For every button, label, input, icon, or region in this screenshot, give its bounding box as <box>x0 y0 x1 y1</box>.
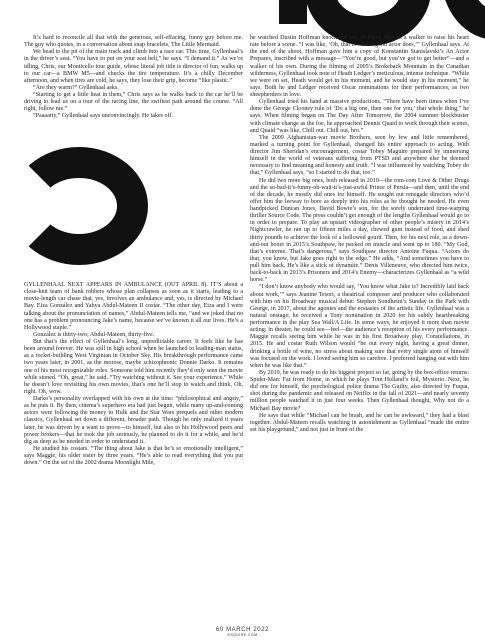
decorative-letterform-o <box>10 147 148 265</box>
section-lede-paragraph: GYLLENHAAL NEXT APPEARS IN AMBULANCE (OUT APRIL 8). IT’S about a close-knit team of bank robbers whose plan collapses as soon as it starts, leading to a movie-length car chase that, yes, involves an ambulance and, yes, is directed by Michael Bay. Eiza González and Yahya Abdul-Mateen II costar. “The other day, Eiza and I were talking about the pronunciation of names,” Abdul-Mateen tells me, “and we joked that no one has a problem pronouncing Jake’s name, because we’ve known it all our lives. He’s a Hollywood staple.” <box>24 282 243 331</box>
paragraph: He did two more big ones, both released in 2010—the rom-com Love & Other Drugs and the so-bad-it’s-funny-oh-wait-it’s-just-awful Prince of Persia—and then, until the end of the decade, he mostly did ones for himself. He sought out renegade directors who’d offer him the leeway to bore as deeply into his roles as he thought he needed. He even handpicked Duncan Jones, David Bowie’s son, for the sorely underrated time-warping thriller Source Code. The press couldn’t get enough of the lengths Gyllenhaal would go to in order to prepare. To play an upstart videographer of other people’s misery in 2014’s Nightcrawler, he ran up to fifteen miles a day, chewed gum instead of food, and shed thirty pounds to achieve the look of a hollowed gourd. Then, for his next role, as a down-and-out boxer in 2015’s Southpaw, he packed on muscle and went up to 180. “My God, that’s extreme. That’s dangerous,” says Southpaw director Antoine Fuqua. “Actors do that, you know, but Jake goes right to the edge.” He adds, “And sometimes you have to pull him back. He’s like a stick of dynamite.” Denis Villeneuve, who directed him twice, back-to-back in 2013’s Prisoners and 2014’s Enemy—characterizes Gyllenhaal as “a wild horse.” <box>250 177 469 284</box>
paragraph: The 2009 Afghanistan-war movie Brothers, seen by few and little remembered, marked a turning point for Gyllenhaal, changed his entire approach to acting. With director Jim Sheridan’s encouragement, costar Tobey Maguire prepared by immersing himself in the world of veterans suffering from PTSD and anywhere else he deemed necessary to find meaning and honesty and truth. “I was influenced by watching Tobey do that,” Gyllenhaal says, “so I started to do that, too.” <box>250 134 469 177</box>
paragraph: Gyllenhaal tried his hand at massive productions. “There have been times when I’ve done the George Clooney rule of ‘Do a big one, then one for you,’ that whole thing,” he says. When filming began on The Day After Tomorrow, the 2004 summer blockbuster with climate change as the foe, he approached Dennis Quaid to work through their scenes, and Quaid “was like, Chill out. Chill out, bro.” <box>250 99 469 134</box>
paragraph: he watched Dustin Hoffman knock out sets of tricep dips on a walker to raise his heart rate before a scene. “I was like, ‘Oh, that is what a good actor does,’” Gyllenhaal says. At the end of the shoot, Hoffman gave him a copy of Konstantin Stanislavski’s An Actor Prepares, inscribed with a message—“You’re good, but you’ve got to get better”—and a walker of his own. During the filming of 2005’s Brokeback Mountain in the Canadian wilderness, Gyllenhaal took note of Heath Ledger’s meticulous, intense technique. “While we were on set, Heath would get in his moment, and he would stay in his moment,” he says. Both he and Ledger received Oscar nominations for their performances, as two sheepherders in love. <box>250 35 469 98</box>
paragraph: “Starting to get a little heat in them,” Chris says as he walks back to the car he’ll be driving to lead us on a tour of the racing line, the swiftest path around the course. “All right, follow me.” <box>24 92 243 113</box>
paragraph: By 2019, he was ready to do his biggest project so far, going by the box-office returns: Spider-Man: Far from Home, in which he plays Tom Holland’s foil, Mysterio. Next, he did one for himself, the psychological police drama The Guilty, also directed by Fuqua, shot during the pandemic and released on Netflix in the fall of 2021—and nearly seventy million people watched it in just four weeks. Then Gyllenhaal thought, Why not do a Michael Bay movie? <box>250 369 469 412</box>
paragraph: But that’s the effect of Gyllenhaal’s long, unpredictable career. It feels like he has been around forever. He was still in high school when he launched to leading-man status, as a rocket-building West Virginian in October Sky. His breakthrough performance came two years later, in 2001, as the morose, maybe schizophrenic Donnie Darko. It remains one of his most recognizable roles. Someone told him recently they’d only seen the movie while stoned. “Oh, great,” he said. “Try watching without it. See your experience.” While he doesn’t love revisiting his own movies, that’s one he’ll stop to watch and think, Oh, right. Oh, wow. <box>24 339 243 395</box>
article-column-left-top <box>24 35 243 121</box>
paragraph: He studied his costars. “The thing about Jake is that he’s so emotionally intelligent,” says Maggie, his older sister by three years. “He’s able to read everything that you put down.” On the set of the 2002 drama Moonlight Mile, <box>24 445 243 467</box>
paragraph: González is thirty-two; Abdul-Mateen, thirty-five. <box>33 331 155 338</box>
decorative-letter-stem <box>279 0 307 24</box>
paragraph: We head to the pit of the main track and climb into a race car. This time, Gyllenhaal’s in the driver’s seat. “You have to put on your seat belt,” he says. “I demand it.” As we’re idling, Chris, our Monticello tour guide, whose literal job title is director of fun, walks up to our car—a BMW M5—and checks the tire temperature. It’s a chilly December afternoon, and when tires are cold, he says, they lose their grip, become “like plastic.” <box>24 49 243 84</box>
paragraph: “I don’t know anybody who would say, ‘You know what Jake is? Incredibly laid back about work,’” says Jeanine Tesori, a theatrical composer and producer who collaborated with him on his Broadway musical debut: Stephen Sondheim’s Sunday in the Park with George, in 2017, about the agonies and the ecstasies of the artistic life. Gyllenhaal was a natural onstage; he received a Tony nomination in 2020 for his subtly heartbreaking performance in the play Sea Wall/A Life. In some ways, he enjoyed it more than movie acting; in theater, he could see—feel—the audience’s reception of his every performance. Maggie recalls seeing him while he was in his first Broadway play, Constellations, in 2015. He and costar Ruth Wilson would “be out every night, having a great dinner, drinking a bottle of wine, no stress about making sure that every single atom of himself was focused on the work. I loved seeing him so carefree. I preferred hanging out with him when he was like that.” <box>250 284 469 369</box>
site-url: ESQUIRE.COM <box>227 633 258 637</box>
page-number: 60 MARCH 2022 <box>215 627 270 633</box>
article-column-right <box>250 35 469 434</box>
paragraph: He says that while “Michael can be brash, and he can be awkward,” they had a blast together. Abdul-Mateen recalls watching in astonishment as Gyllenhaal “made the entire set his playground,” and not just in front of the <box>250 412 469 433</box>
paragraph: It’s hard to reconcile all that with the generous, self-effacing, funny guy before me. The guy who quotes, in a conversation about snap bracelets, The Little Mermaid. <box>24 35 243 49</box>
paragraph: “Are they warm?” Gyllenhaal asks. <box>33 84 119 91</box>
paragraph: Darko’s personality overlapped with his own at the time: “philosophical and angsty,” as he puts it. By then, cinema’s superhero era had just begun, while many up-and-coming actors were following the money to Hulk and the Star Wars prequels and other modern classics, Gyllenhaal set down a different, broader path. Though he only realized it years later, he was driven by a want to prove—to himself, but also to his Hollywood peers and power brokers—that he took the job seriously, he planned to do it for a while, and he’d dig as deep as he needed in order to understand it. <box>24 396 243 445</box>
decorative-letterform-top-right <box>441 0 485 40</box>
paragraph: “Paaaarty,” Gyllenhaal says unconvincingly. He takes off. <box>33 113 173 120</box>
article-column-left-bottom <box>24 282 243 467</box>
page-footer <box>0 627 485 637</box>
